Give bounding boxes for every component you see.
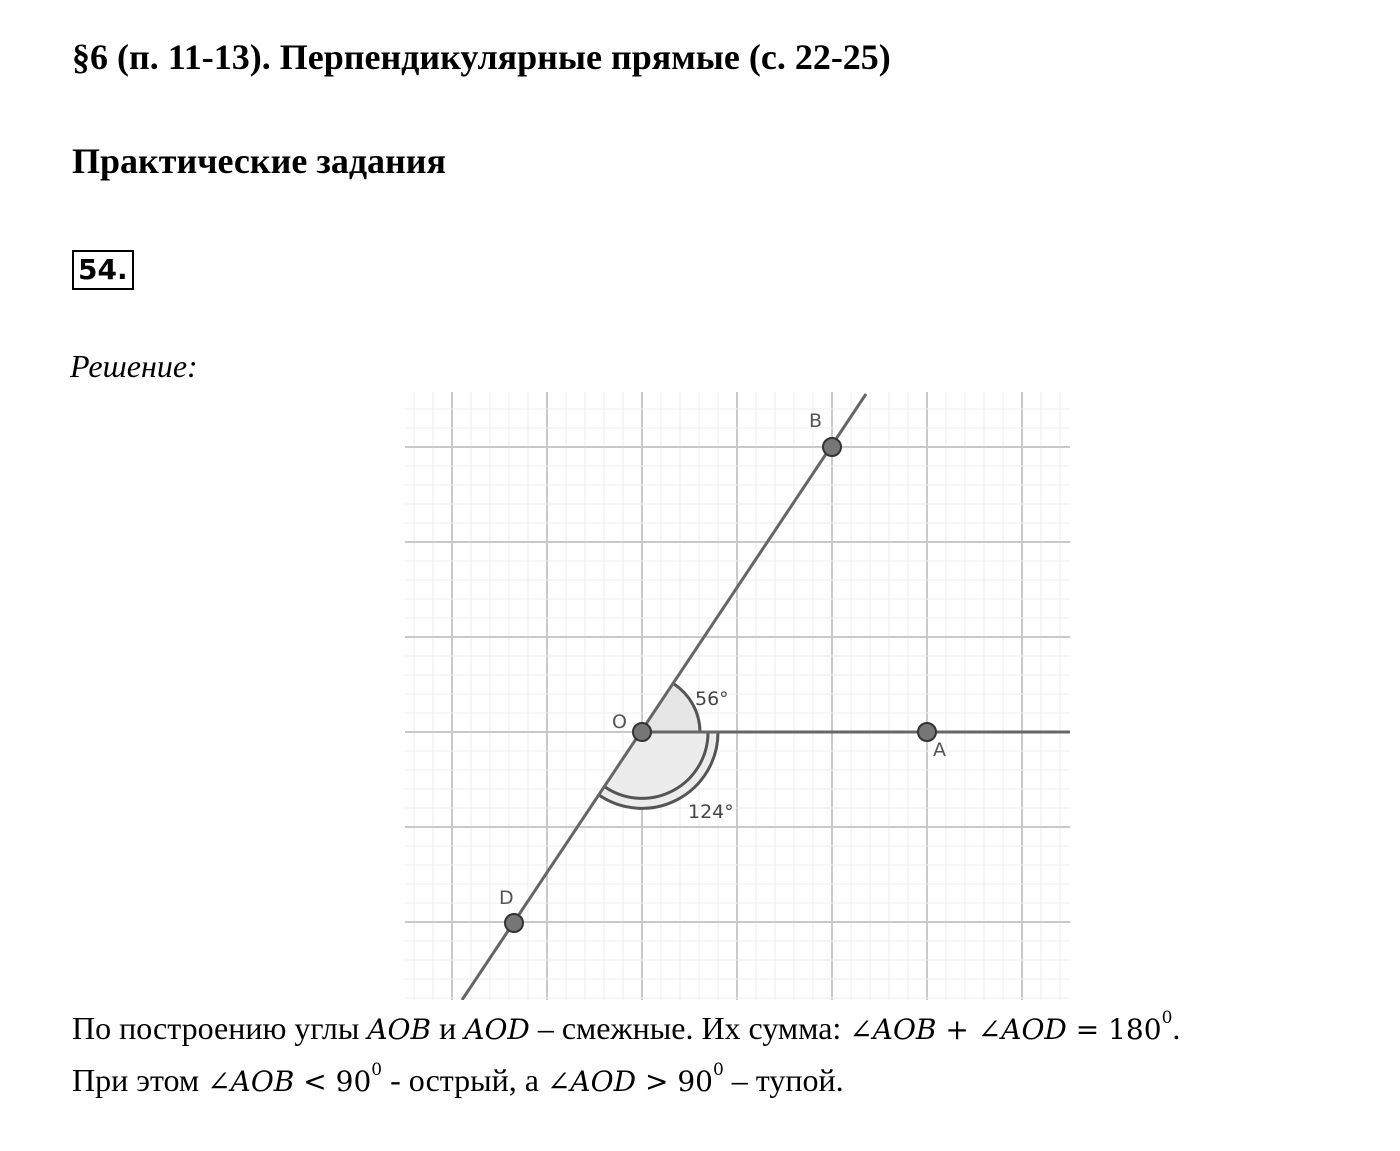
geometry-drawing [400, 392, 1080, 1000]
line1-math-aod: AOD [464, 1013, 530, 1046]
point-o [633, 723, 651, 741]
solution-label: Решение: [70, 348, 198, 384]
line2-text-1: При этом [72, 1062, 208, 1098]
line2-math-aob: ∠AOB [207, 1065, 295, 1098]
conclusion-line-1 [72, 1010, 1180, 1047]
task-number-box: 54. [72, 250, 134, 290]
label-b: B [809, 410, 823, 432]
line2-math-aod: ∠AOD [546, 1065, 637, 1098]
label-o: O [612, 711, 627, 733]
line1-text-1: По построению углы [72, 1010, 368, 1046]
line1-math-value: = 180 [1066, 1013, 1162, 1046]
line1-text-4: . [1172, 1010, 1181, 1046]
section-title: §6 (п. 11-13). Перпендикулярные прямые (с. 22-25) [72, 37, 891, 77]
line1-text-2: и [431, 1010, 465, 1046]
label-d: D [499, 887, 514, 909]
angle-aob-fill [642, 684, 700, 732]
line2-text-2: - острый, а [382, 1062, 547, 1098]
line2-math-gt90: > 90 [636, 1065, 713, 1098]
line1-math-sum: ∠AOB + ∠AOD [849, 1013, 1067, 1046]
geometry-figure [400, 392, 1080, 1000]
angle-aob-label: 56° [695, 688, 729, 710]
conclusion-line-2 [72, 1062, 844, 1099]
line2-degree-sup-2: 0 [712, 1060, 724, 1081]
line2-degree-sup-1: 0 [371, 1060, 383, 1081]
section-subtitle: Практические задания [72, 141, 446, 181]
angle-aod-label: 124° [688, 801, 734, 823]
line2-text-3: – тупой. [723, 1062, 844, 1098]
line1-math-aob: AOB [367, 1013, 432, 1046]
line1-degree-sup: 0 [1161, 1008, 1173, 1029]
label-a: A [933, 739, 946, 761]
point-b [823, 438, 841, 456]
line1-text-3: – смежные. Их сумма: [529, 1010, 850, 1046]
point-d [505, 914, 523, 932]
line2-math-lt90: < 90 [294, 1065, 372, 1098]
